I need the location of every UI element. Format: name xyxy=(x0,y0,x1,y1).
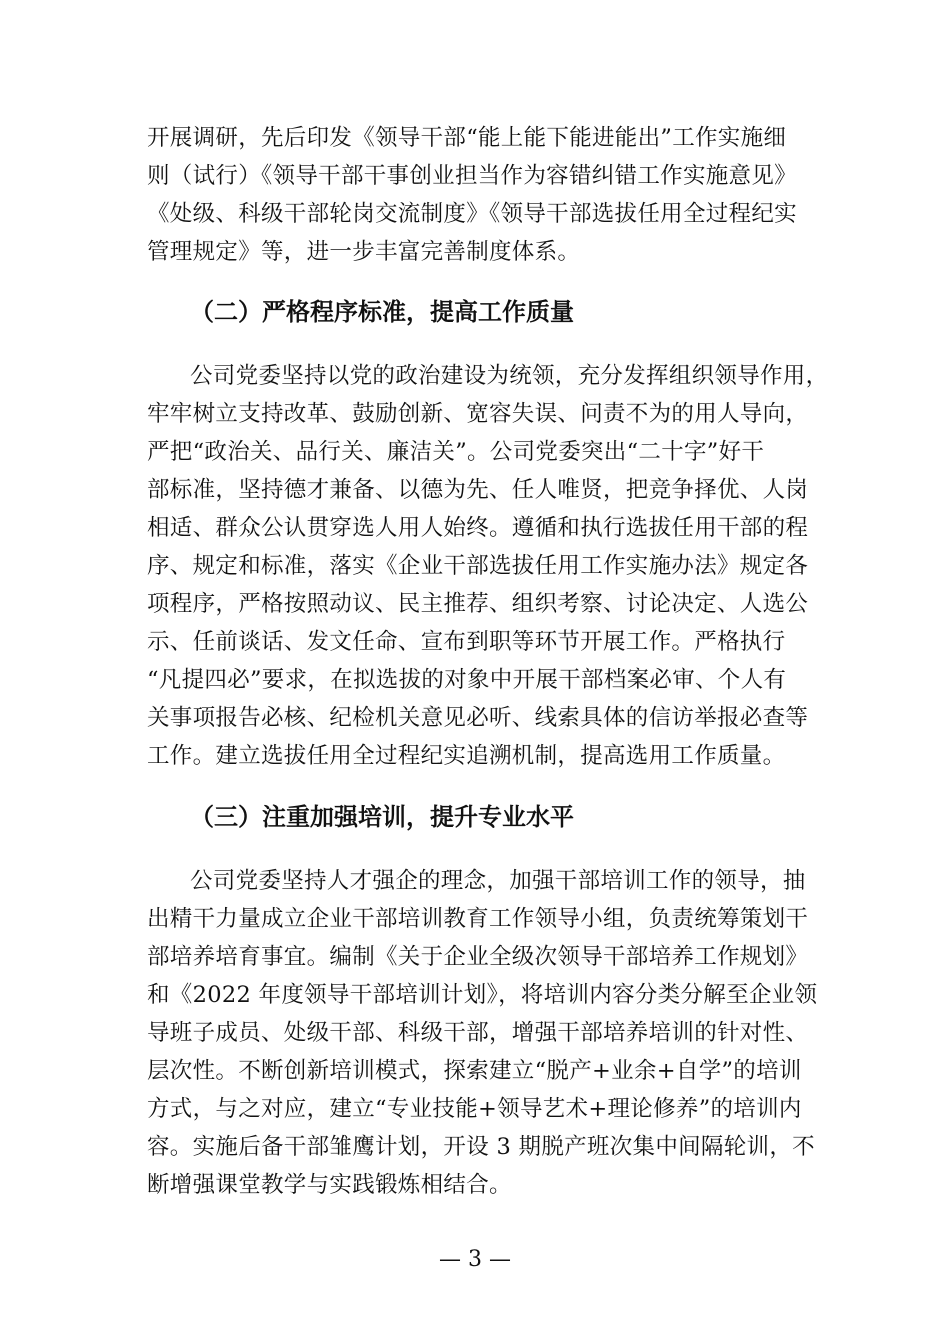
section-heading: （二）严格程序标准，提高工作质量 xyxy=(190,298,574,326)
paragraph-line: 方式，与之对应，建立“专业技能+领导艺术+理论修养”的培训内 xyxy=(147,1096,802,1122)
paragraph-line: 示、任前谈话、发文任命、宣布到职等环节开展工作。严格执行 xyxy=(147,629,786,655)
paragraph-line: 部标准，坚持德才兼备、以德为先、任人唯贤，把竞争择优、人岗 xyxy=(147,477,809,503)
paragraph-line: 和《2022 年度领导干部培训计划》，将培训内容分类分解至企业领 xyxy=(147,982,818,1008)
paragraph-line: “凡提四必”要求，在拟选拔的对象中开展干部档案必审、个人有 xyxy=(147,667,787,693)
paragraph-line: 牢牢树立支持改革、鼓励创新、宽容失误、问责不为的用人导向， xyxy=(147,401,809,427)
paragraph-line: 出精干力量成立企业干部培训教育工作领导小组，负责统筹策划干 xyxy=(147,906,809,932)
paragraph-line: 断增强课堂教学与实践锻炼相结合。 xyxy=(147,1172,512,1198)
paragraph-line: 容。实施后备干部雏鹰计划，开设 3 期脱产班次集中间隔轮训，不 xyxy=(147,1134,815,1160)
paragraph-line: 相适、群众公认贯穿选人用人始终。遵循和执行选拔任用干部的程 xyxy=(147,515,809,541)
intro-line: 《处级、科级干部轮岗交流制度》《领导干部选拔任用全过程纪实 xyxy=(147,201,797,227)
intro-line: 管理规定》等，进一步丰富完善制度体系。 xyxy=(147,239,581,265)
paragraph-line: 项程序，严格按照动议、民主推荐、组织考察、讨论决定、人选公 xyxy=(147,591,809,617)
paragraph-line: 序、规定和标准，落实《企业干部选拔任用工作实施办法》规定各 xyxy=(147,553,809,579)
paragraph-line: 部培养培育事宜。编制《关于企业全级次领导干部培养工作规划》 xyxy=(147,944,809,970)
paragraph-line: 关事项报告必核、纪检机关意见必听、线索具体的信访举报必查等 xyxy=(147,705,809,731)
intro-line: 开展调研，先后印发《领导干部“能上能下能进能出”工作实施细 xyxy=(147,125,787,151)
paragraph-line: 层次性。不断创新培训模式，探索建立“脱产+业余+自学”的培训 xyxy=(147,1058,802,1084)
paragraph-line: 工作。建立选拔任用全过程纪实追溯机制，提高选用工作质量。 xyxy=(147,743,786,769)
paragraph-line: 严把“政治关、品行关、廉洁关”。公司党委突出“二十字”好干 xyxy=(147,439,765,465)
intro-line: 则（试行）《领导干部干事创业担当作为容错纠错工作实施意见》 xyxy=(147,163,797,189)
paragraph-line: 公司党委坚持以党的政治建设为统领，充分发挥组织领导作用， xyxy=(190,363,829,389)
paragraph-line: 公司党委坚持人才强企的理念，加强干部培训工作的领导，抽 xyxy=(190,868,806,894)
page-number: — 3 — xyxy=(439,1247,511,1272)
section-heading: （三）注重加强培训，提升专业水平 xyxy=(190,803,574,831)
paragraph-line: 导班子成员、处级干部、科级干部，增强干部培养培训的针对性、 xyxy=(147,1020,809,1046)
